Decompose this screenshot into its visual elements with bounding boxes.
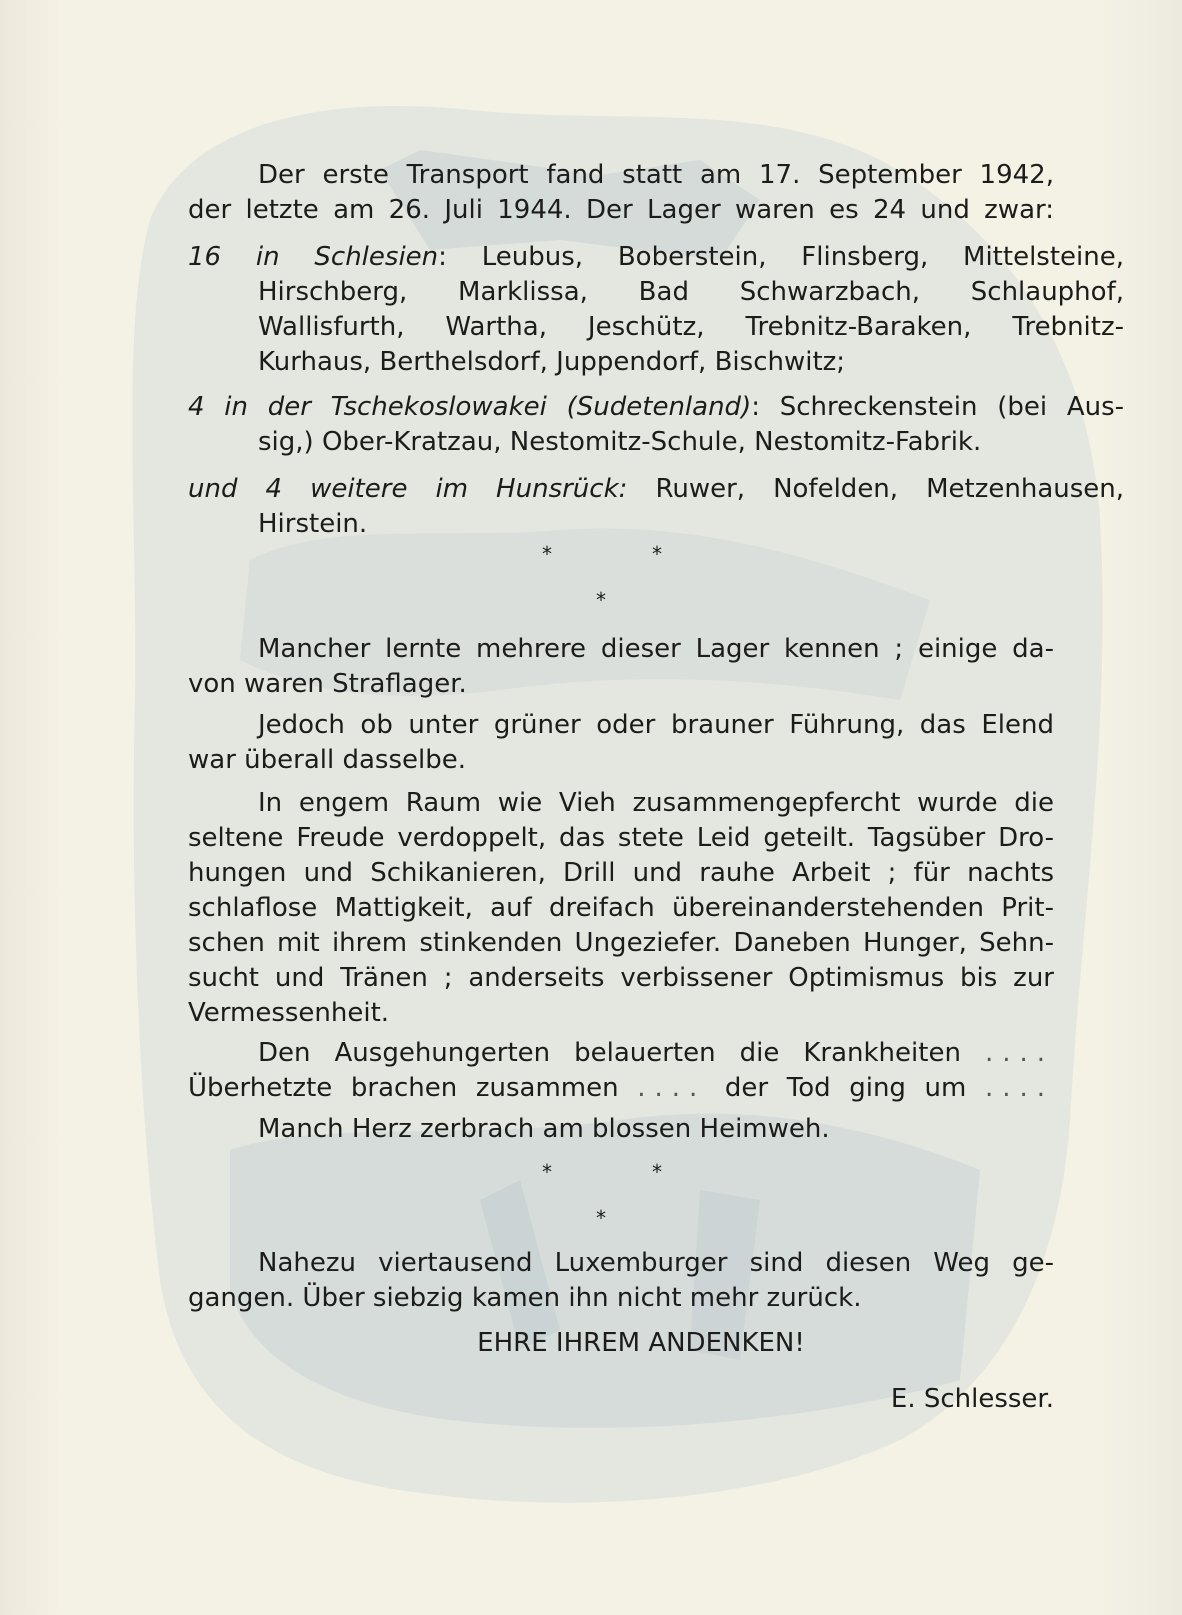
camp-list-hunsrueck	[188, 472, 1124, 542]
signature: E. Schlesser.	[890, 1384, 1054, 1414]
asterism-divider	[188, 542, 1054, 612]
camp-list-tschechei	[188, 390, 1124, 460]
asterism-divider	[188, 1160, 1054, 1230]
text-line: war überall dasselbe.	[188, 745, 466, 775]
text-line: Hirstein.	[258, 509, 368, 539]
paragraph-misery	[188, 708, 1054, 778]
asterisk: *	[542, 542, 552, 566]
asterisk: *	[596, 1206, 606, 1230]
text-line: sucht und Tränen ; anderseits verbissener Optimismus bis zur	[188, 963, 1054, 993]
text-line: Vermessenheit.	[188, 998, 390, 1028]
closing-line: EHRE IHREM ANDENKEN!	[477, 1328, 805, 1358]
camp-list-schlesien	[188, 240, 1124, 380]
ellipsis-dots: ....	[984, 1038, 1054, 1068]
text-line: gangen. Über siebzig kamen ihn nicht mehr zurück.	[188, 1283, 862, 1313]
paragraph-camps-known	[188, 632, 1054, 702]
region-label: 4 in der Tschekoslowakei (Sudetenland)	[188, 392, 752, 422]
paragraph-transports	[188, 158, 1054, 228]
text-line: 16 in Schlesien: Leubus, Boberstein, Flinsberg, Mittelsteine,	[188, 242, 1124, 272]
text-line: In engem Raum wie Vieh zusammengepfercht wurde die	[258, 788, 1054, 818]
text-line: von waren Straflager.	[188, 669, 467, 699]
paragraph-luxembourgers	[188, 1246, 1054, 1316]
text-line: Kurhaus, Berthelsdorf, Juppendorf, Bischwitz;	[258, 347, 846, 377]
text-line: 4 in der Tschekoslowakei (Sudetenland): Schreckenstein (bei Aus-	[188, 392, 1125, 422]
asterisk: *	[652, 542, 662, 566]
ellipsis-dots: ....	[637, 1073, 707, 1103]
text-line: Der erste Transport fand statt am 17. September 1942,	[258, 160, 1054, 190]
asterisk: *	[596, 588, 606, 612]
text-line: seltene Freude verdoppelt, das stete Leid geteilt. Tagsüber Dro-	[188, 823, 1054, 853]
text-line: hungen und Schikanieren, Drill und rauhe Arbeit ; für nachts	[188, 858, 1054, 888]
text-line: sig,) Ober-Kratzau, Nestomitz-Schule, Nestomitz-Fabrik.	[258, 427, 982, 457]
region-label: 16 in Schlesien	[188, 242, 439, 272]
text-line: Den Ausgehungerten belauerten die Krankheiten ....	[258, 1038, 1054, 1068]
text-line: Hirschberg, Marklissa, Bad Schwarzbach, Schlauphof,	[258, 277, 1124, 307]
text-line: Wallisfurth, Wartha, Jeschütz, Trebnitz-Baraken, Trebnitz-	[258, 312, 1124, 342]
paragraph-conditions	[188, 786, 1054, 1031]
text-line: der letzte am 26. Juli 1944. Der Lager waren es 24 und zwar:	[188, 195, 1054, 225]
text-line: schlaflose Mattigkeit, auf dreifach übereinanderstehenden Prit-	[188, 893, 1054, 923]
text-line: schen mit ihrem stinkenden Ungeziefer. Daneben Hunger, Sehn-	[188, 928, 1054, 958]
asterisk: *	[542, 1160, 552, 1184]
text-line: Mancher lernte mehrere dieser Lager kennen ; einige da-	[258, 634, 1054, 664]
text-line: und 4 weitere im Hunsrück: Ruwer, Nofelden, Metzenhausen,	[188, 474, 1125, 504]
text-line: Manch Herz zerbrach am blossen Heimweh.	[258, 1114, 830, 1144]
paragraph-illness	[188, 1036, 1054, 1147]
ellipsis-dots: ....	[984, 1073, 1055, 1103]
text-line: Nahezu viertausend Luxemburger sind diesen Weg ge-	[258, 1248, 1054, 1278]
text-line: Jedoch ob unter grüner oder brauner Führung, das Elend	[258, 710, 1054, 740]
region-label: und 4 weitere im Hunsrück:	[188, 474, 628, 504]
asterisk: *	[652, 1160, 662, 1184]
text-line: Überhetzte brachen zusammen .... der Tod ging um ....	[188, 1073, 1055, 1103]
